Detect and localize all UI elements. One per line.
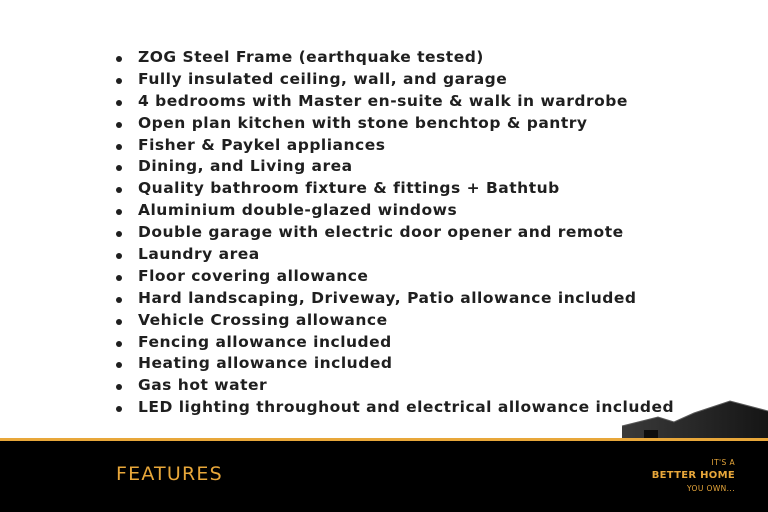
house-roof-icon xyxy=(618,398,768,442)
feature-item: Laundry area xyxy=(116,244,674,266)
feature-item: Fully insulated ceiling, wall, and garage xyxy=(116,69,674,91)
feature-item: Gas hot water xyxy=(116,375,674,397)
feature-item: Floor covering allowance xyxy=(116,266,674,288)
section-title: FEATURES xyxy=(116,463,223,485)
feature-item: Hard landscaping, Driveway, Patio allowance included xyxy=(116,288,674,310)
tagline-line-3: YOU OWN... xyxy=(686,484,735,493)
feature-item: ZOG Steel Frame (earthquake tested) xyxy=(116,47,674,69)
footer-bar xyxy=(0,441,768,512)
tagline-line-2: BETTER HOME xyxy=(651,470,735,481)
brand-tagline xyxy=(652,456,735,495)
feature-item: Fencing allowance included xyxy=(116,332,674,354)
feature-item: Aluminium double-glazed windows xyxy=(116,200,674,222)
feature-item: Open plan kitchen with stone benchtop & pantry xyxy=(116,113,674,135)
feature-item: LED lighting throughout and electrical allowance included xyxy=(116,397,674,419)
feature-item: Double garage with electric door opener and remote xyxy=(116,222,674,244)
feature-item: Fisher & Paykel appliances xyxy=(116,135,674,157)
feature-item: Vehicle Crossing allowance xyxy=(116,310,674,332)
feature-item: Heating allowance included xyxy=(116,353,674,375)
feature-item: 4 bedrooms with Master en-suite & walk in wardrobe xyxy=(116,91,674,113)
feature-item: Dining, and Living area xyxy=(116,156,674,178)
features-list xyxy=(116,47,674,419)
tagline-line-1: IT'S A xyxy=(711,458,735,467)
feature-item: Quality bathroom fixture & fittings + Bathtub xyxy=(116,178,674,200)
